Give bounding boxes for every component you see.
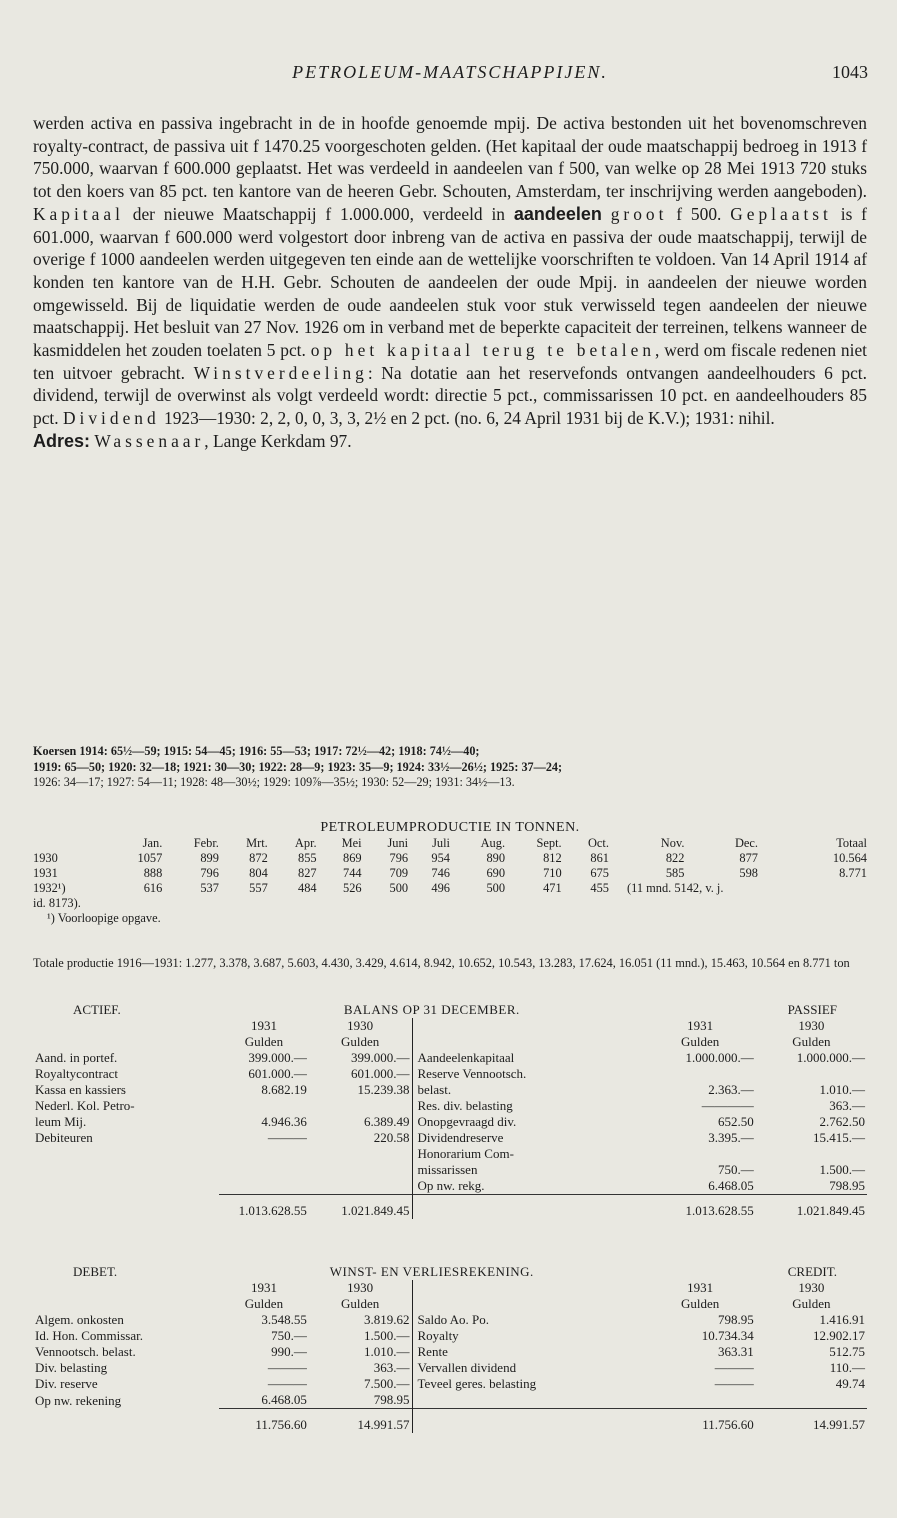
balance-table xyxy=(33,1002,867,1219)
table-cell: Div. reserve xyxy=(35,1376,98,1391)
table-cell: 798.95 xyxy=(718,1312,754,1327)
total-value: 14.991.57 xyxy=(813,1416,865,1432)
table-cell: 877 xyxy=(739,851,758,865)
table-cell: Royalty xyxy=(412,1328,645,1344)
table-cell: 12.902.17 xyxy=(813,1328,865,1343)
table-cell: Reserve Vennootsch. xyxy=(412,1066,645,1082)
right-label: PASSIEF xyxy=(787,1002,837,1017)
production-title: PETROLEUMPRODUCTIE IN TONNEN. xyxy=(320,820,580,835)
table-cell: 220.58 xyxy=(373,1130,410,1145)
table-cell: 750.— xyxy=(718,1162,754,1177)
running-title: PETROLEUM-MAATSCHAPPIJEN. xyxy=(292,62,608,82)
table-cell: 557 xyxy=(249,881,268,895)
table-cell: (11 mnd. 5142, v. j. xyxy=(626,881,724,895)
table-cell: Algem. onkosten xyxy=(35,1312,124,1327)
address-line xyxy=(33,430,867,453)
table-cell xyxy=(33,1146,219,1162)
table-cell: 822 xyxy=(665,851,685,865)
year-row xyxy=(33,1018,867,1034)
table-cell: 500 xyxy=(389,881,409,895)
body-segment: der nieuwe Maatschappij f 1.000.000, verdeeld in xyxy=(123,203,514,224)
table-cell: 15.415.— xyxy=(813,1130,865,1145)
production-header-cell xyxy=(33,836,106,851)
table-row xyxy=(33,1178,867,1195)
body-segment: is f 601.000, waarvan f 600.000 werd volgestort door inbreng van de activa en passiva der oude maatschappij, terwijl de overige f 1000 aandeelen werden uitgegeven ten einde aan de wettelijke voorschriften te voldoen. Van 14 April 1914 af konden ten kantore van de H.H. Gebr. Schouten de aandeelen der oude Mpij. in aandeelen der nieuwe worden omgewisseld. Bij de liquidatie werden de oude aandeelen stuk voor stuk verwisseld tegen aandeelen der nieuwe maatschappij. Het besluit van 27 Nov. 1926 om in verband met de beperkte capaciteit der terreinen, telkens wanneer de kasmiddelen het zouden toelaten 5 pct. xyxy=(33,203,867,361)
table-cell: 869 xyxy=(343,851,362,865)
table-cell: 15.239.38 xyxy=(357,1082,410,1097)
table-cell: ——— xyxy=(267,1376,307,1391)
table-cell: missarissen xyxy=(412,1162,645,1178)
body-segment: f 500. xyxy=(667,203,731,224)
table-cell: 861 xyxy=(590,851,609,865)
table-cell: 4.946.36 xyxy=(261,1114,307,1129)
table-cell: 496 xyxy=(431,881,450,895)
table-cell xyxy=(33,1409,219,1417)
table-cell xyxy=(412,1034,645,1050)
production-table xyxy=(33,836,867,896)
production-header-cell: Sept. xyxy=(536,836,562,850)
table-row xyxy=(33,1130,867,1146)
production-header-cell: Febr. xyxy=(193,836,219,850)
table-cell: 512.75 xyxy=(829,1344,865,1359)
table-cell xyxy=(756,1146,867,1162)
statement-title: BALANS OP 31 DECEMBER. xyxy=(343,1002,520,1017)
table-cell xyxy=(756,1392,867,1409)
production-header-cell: Juli xyxy=(432,836,450,850)
table-cell: 49.74 xyxy=(835,1376,865,1391)
table-cell: Aand. in portef. xyxy=(35,1050,118,1065)
table-cell xyxy=(33,1018,219,1034)
table-cell xyxy=(412,1280,645,1296)
table-cell: Teveel geres. belasting xyxy=(412,1376,645,1392)
right-label: CREDIT. xyxy=(787,1264,837,1279)
body-segment: Kapitaal xyxy=(33,203,124,224)
table-row xyxy=(33,1312,867,1328)
table-cell xyxy=(219,1409,309,1417)
table-cell xyxy=(219,1178,309,1195)
table-cell: 796 xyxy=(200,866,219,880)
body-segment: Winstverdeeling xyxy=(193,362,368,383)
table-cell xyxy=(756,1066,867,1082)
table-cell xyxy=(309,1162,412,1178)
statement-title: WINST- EN VERLIESREKENING. xyxy=(329,1264,534,1279)
table-cell: ——— xyxy=(267,1360,307,1375)
table-row xyxy=(33,1328,867,1344)
table-cell: 746 xyxy=(431,866,450,880)
table-row xyxy=(33,1082,867,1098)
table-cell: 2.762.50 xyxy=(819,1114,865,1129)
total-value: 1.021.849.45 xyxy=(796,1202,865,1218)
unit-row xyxy=(33,1034,867,1050)
table-cell: Aandeelenkapitaal xyxy=(412,1050,645,1066)
table-cell: 690 xyxy=(486,866,506,880)
address-label: Adres: xyxy=(33,430,91,451)
body-paragraph xyxy=(33,112,867,430)
body-segment xyxy=(602,204,611,224)
total-value: 11.756.60 xyxy=(702,1416,754,1432)
year-label: 1930 xyxy=(347,1018,374,1033)
section-title-row xyxy=(33,1002,867,1018)
table-cell: 3.548.55 xyxy=(261,1312,307,1327)
table-cell: 3.819.62 xyxy=(364,1312,410,1327)
table-cell xyxy=(645,1195,756,1203)
table-cell: Vervallen dividend xyxy=(412,1360,645,1376)
address-place: Wassenaar xyxy=(94,430,205,451)
table-cell: 1.010.— xyxy=(364,1344,410,1359)
table-cell: 8.682.19 xyxy=(261,1082,307,1097)
body-segment: , werd om fiscale redenen niet ten uitvoer gebracht. xyxy=(33,340,867,383)
table-row xyxy=(33,1146,867,1162)
table-cell xyxy=(756,1195,867,1203)
total-value: 1.021.849.45 xyxy=(341,1202,410,1218)
table-cell xyxy=(412,1018,645,1034)
total-production: Totale productie 1916—1931: 1.277, 3.378, 3.687, 5.603, 4.430, 3.429, 4.614, 8.942, 10.652, 10.543, 13.283, 17.624, 16.051 (11 mnd.), 15.463, 10.564 en 8.771 ton xyxy=(33,956,850,970)
table-cell xyxy=(309,1178,412,1195)
table-cell: 827 xyxy=(298,866,317,880)
production-header-cell: Oct. xyxy=(587,836,609,850)
table-cell: Onopgevraagd div. xyxy=(412,1114,645,1130)
totals-row xyxy=(33,1203,867,1219)
table-cell xyxy=(33,1195,219,1203)
table-cell: 872 xyxy=(249,851,268,865)
table-cell: 8.771 xyxy=(839,866,867,880)
table-cell: 1930 xyxy=(33,851,58,865)
table-cell xyxy=(309,1146,412,1162)
table-row xyxy=(33,851,867,866)
table-cell: 455 xyxy=(590,881,609,895)
table-cell xyxy=(645,1146,756,1162)
totals-row xyxy=(33,1417,867,1433)
table-row xyxy=(33,1360,867,1376)
table-cell: 6.468.05 xyxy=(261,1392,307,1407)
table-cell: 750.— xyxy=(271,1328,307,1343)
production-header-cell: Totaal xyxy=(836,836,867,850)
table-row xyxy=(33,881,867,896)
year-label: 1931 xyxy=(687,1018,714,1033)
table-cell: 500 xyxy=(486,881,506,895)
table-cell xyxy=(412,1296,645,1312)
table-cell xyxy=(33,1203,219,1219)
table-cell: 110.— xyxy=(829,1360,865,1375)
table-cell: ——— xyxy=(714,1360,754,1375)
body-segment: f 1470.25 voorgeschoten gelden. (Het kapitaal der oude maatschappij bedroeg in 1913 f 750.000, waarvan f 600.000 geplaatst. Het was verdeeld in aandeelen van f 500, van welke op 28 Mei 1913 720 stuks tot den koers van 85 pct. ten kantore van de heeren Gebr. Schouten, Amsterdam, ter inschrijving werden aangeboden). xyxy=(33,135,867,202)
production-continuation: id. 8173). xyxy=(33,896,81,910)
table-cell: 7.500.— xyxy=(364,1376,410,1391)
unit-row xyxy=(33,1296,867,1312)
body-segment: 1923—1930: 2, 2, 0, 0, 3, 3, 2½ en 2 pct. (no. 6, 24 April 1931 bij de K.V.); 1931: nihil. xyxy=(159,408,775,429)
table-row xyxy=(33,1050,867,1066)
table-cell xyxy=(33,1178,219,1195)
table-row xyxy=(33,1114,867,1130)
unit-label: Gulden xyxy=(244,1296,284,1311)
address-rest: , Lange Kerkdam 97. xyxy=(204,430,352,451)
production-header-cell: Dec. xyxy=(734,836,758,850)
year-label: 1930 xyxy=(798,1280,825,1295)
table-cell: 601.000.— xyxy=(248,1066,307,1081)
table-cell xyxy=(219,1098,309,1114)
table-row xyxy=(33,1344,867,1360)
table-cell: 1.000.000.— xyxy=(685,1050,754,1065)
table-cell xyxy=(412,1392,645,1409)
table-cell: 796 xyxy=(389,851,409,865)
koersen-line-2: 1919: 65—50; 1920: 32—18; 1921: 30—30; 1922: 28—9; 1923: 35—9; 1924: 33½—26½; 1925: 37—24; xyxy=(33,759,563,774)
table-cell: ——— xyxy=(267,1130,307,1145)
table-cell: 363.— xyxy=(829,1098,865,1113)
table-cell: 6.389.49 xyxy=(364,1114,410,1129)
body-segment: : Na dotatie aan het reservefonds ontvangen aandeelhouders 6 pct. dividend, terwijl de overwinst als volgt verdeeld wordt: directie 5 pct., commissarissen 10 pct. en aandeelhouders 85 pct. xyxy=(33,362,867,429)
table-cell: Res. div. belasting xyxy=(412,1098,645,1114)
table-cell: 10.734.34 xyxy=(701,1328,754,1343)
table-cell: 616 xyxy=(143,881,163,895)
table-cell: 363.— xyxy=(373,1360,410,1375)
body-segment: Dividend xyxy=(62,408,160,429)
body-segment: groot xyxy=(610,203,668,224)
production-header-row xyxy=(33,836,867,851)
table-cell xyxy=(412,1409,645,1417)
table-cell: 1057 xyxy=(137,851,163,865)
year-label: 1930 xyxy=(347,1280,374,1295)
table-cell: 2.363.— xyxy=(708,1082,754,1097)
table-cell: Div. belasting xyxy=(35,1360,108,1375)
spacer-row xyxy=(33,1409,867,1417)
table-cell: ———— xyxy=(701,1098,754,1113)
koersen-line-3: 1926: 34—17; 1927: 54—11; 1928: 48—30½; 1929: 109⅞—35½; 1930: 52—29; 1931: 34½—13. xyxy=(33,775,515,790)
table-cell: Id. Hon. Commissar. xyxy=(35,1328,143,1343)
table-cell xyxy=(309,1409,412,1417)
table-cell: 537 xyxy=(200,881,219,895)
table-cell: Royaltycontract xyxy=(35,1066,119,1081)
table-cell: 675 xyxy=(590,866,609,880)
table-cell: 990.— xyxy=(271,1344,307,1359)
total-value: 1.013.628.55 xyxy=(685,1202,754,1218)
table-cell xyxy=(219,1162,309,1178)
table-cell: 3.395.— xyxy=(708,1130,754,1145)
table-cell: 399.000.— xyxy=(248,1050,307,1065)
table-cell xyxy=(219,1146,309,1162)
section-title-row xyxy=(33,1264,867,1280)
table-row xyxy=(33,1392,867,1409)
unit-label: Gulden xyxy=(341,1296,380,1311)
year-label: 1931 xyxy=(250,1280,277,1295)
unit-label: Gulden xyxy=(792,1296,831,1311)
page-header xyxy=(32,62,868,88)
body-segment: Geplaatst xyxy=(730,203,832,224)
table-row xyxy=(33,1376,867,1392)
table-cell: 1931 xyxy=(33,866,58,880)
table-cell: Honorarium Com- xyxy=(412,1146,645,1162)
year-row xyxy=(33,1280,867,1296)
table-cell: 888 xyxy=(143,866,163,880)
table-cell xyxy=(33,1280,219,1296)
table-cell xyxy=(33,1034,219,1050)
table-cell: 1932¹) xyxy=(33,881,66,895)
table-cell: 363.31 xyxy=(718,1344,754,1359)
table-cell: 1.500.— xyxy=(364,1328,410,1343)
left-label: ACTIEF. xyxy=(73,1002,121,1017)
table-cell: 954 xyxy=(431,851,450,865)
profit-loss-table xyxy=(33,1264,867,1433)
table-cell: belast. xyxy=(412,1082,645,1098)
table-row xyxy=(33,1098,867,1114)
table-cell: 798.95 xyxy=(373,1392,410,1407)
left-label: DEBET. xyxy=(73,1264,118,1279)
body-text xyxy=(33,112,867,453)
table-cell xyxy=(309,1098,412,1114)
table-cell: 798.95 xyxy=(829,1178,865,1193)
table-row xyxy=(33,1162,867,1178)
table-cell xyxy=(412,1203,645,1219)
production-header-cell: Mei xyxy=(341,836,362,850)
table-cell: ——— xyxy=(714,1376,754,1391)
table-cell: leum Mij. xyxy=(35,1114,87,1129)
table-cell: Op nw. rekening xyxy=(35,1392,122,1408)
table-cell: 1.000.000.— xyxy=(796,1050,865,1065)
table-cell: 709 xyxy=(389,866,409,880)
table-cell: 710 xyxy=(543,866,562,880)
table-cell: 890 xyxy=(486,851,506,865)
table-cell: Vennootsch. belast. xyxy=(35,1344,136,1359)
table-cell: 585 xyxy=(665,866,685,880)
total-value: 11.756.60 xyxy=(255,1416,307,1432)
table-cell xyxy=(309,1195,412,1203)
unit-label: Gulden xyxy=(681,1296,720,1311)
table-cell xyxy=(33,1296,219,1312)
production-footnote: ¹) Voorloopige opgave. xyxy=(47,911,161,925)
table-cell: 812 xyxy=(543,851,562,865)
table-cell: 484 xyxy=(298,881,317,895)
table-cell: Kassa en kassiers xyxy=(35,1082,126,1097)
unit-label: Gulden xyxy=(341,1034,380,1049)
table-cell: Dividendreserve xyxy=(412,1130,645,1146)
table-cell xyxy=(645,1409,756,1417)
table-cell: 471 xyxy=(543,881,562,895)
production-section xyxy=(33,820,867,926)
table-cell: Op nw. rekg. xyxy=(412,1178,645,1195)
table-cell xyxy=(412,1195,645,1203)
year-label: 1931 xyxy=(687,1280,714,1295)
table-row xyxy=(33,866,867,881)
production-header-cell: Aug. xyxy=(480,836,506,850)
table-cell: 1.500.— xyxy=(819,1162,865,1177)
table-cell: 598 xyxy=(739,866,758,880)
table-cell: 399.000.— xyxy=(351,1050,410,1065)
table-cell xyxy=(756,1409,867,1417)
production-header-cell: Apr. xyxy=(294,836,317,850)
spacer-row xyxy=(33,1195,867,1203)
profit-loss-account xyxy=(33,1264,867,1433)
year-label: 1931 xyxy=(250,1018,277,1033)
koersen-line-1: Koersen 1914: 65½—59; 1915: 54—45; 1916: 55—53; 1917: 72½—42; 1918: 74½—40; xyxy=(33,744,480,758)
table-cell: 10.564 xyxy=(832,851,867,865)
production-header-cell: Juni xyxy=(387,836,409,850)
unit-label: Gulden xyxy=(792,1034,831,1049)
table-cell xyxy=(645,1392,756,1409)
table-cell: 601.000.— xyxy=(351,1066,410,1081)
table-cell xyxy=(412,1417,645,1433)
total-value: 1.013.628.55 xyxy=(238,1202,307,1218)
unit-label: Gulden xyxy=(244,1034,284,1049)
table-cell: 744 xyxy=(343,866,362,880)
table-cell: 1.010.— xyxy=(819,1082,865,1097)
year-label: 1930 xyxy=(798,1018,825,1033)
page-number: 1043 xyxy=(832,62,868,82)
table-cell: Nederl. Kol. Petro- xyxy=(35,1098,135,1113)
table-cell: 526 xyxy=(343,881,362,895)
body-segment: werden activa en passiva ingebracht in de in hoofde genoemde mpij. De activa bestonden uit het bovenomschreven royalty-contract, de passiva uit xyxy=(33,113,867,156)
production-header-cell: Mrt. xyxy=(246,836,268,850)
table-cell xyxy=(33,1417,219,1433)
production-header-cell: Nov. xyxy=(660,836,685,850)
table-cell: 1.416.91 xyxy=(819,1312,865,1327)
table-cell: 855 xyxy=(298,851,317,865)
table-cell: Rente xyxy=(412,1344,645,1360)
body-segment: aandeelen xyxy=(513,203,602,224)
table-cell: 652.50 xyxy=(718,1114,754,1129)
body-segment: op het kapitaal terug te betalen xyxy=(310,340,656,361)
table-cell xyxy=(645,1066,756,1082)
unit-label: Gulden xyxy=(681,1034,720,1049)
total-value: 14.991.57 xyxy=(357,1416,410,1432)
koersen-block xyxy=(33,744,867,791)
balance-sheet xyxy=(33,1002,867,1219)
table-cell: 804 xyxy=(249,866,268,880)
production-header-cell: Jan. xyxy=(142,836,163,850)
table-cell: Saldo Ao. Po. xyxy=(412,1312,645,1328)
table-cell xyxy=(219,1195,309,1203)
table-cell: 899 xyxy=(200,851,219,865)
table-cell: Debiteuren xyxy=(35,1130,93,1145)
table-cell xyxy=(33,1162,219,1178)
table-row xyxy=(33,1066,867,1082)
table-cell: 6.468.05 xyxy=(708,1178,754,1193)
